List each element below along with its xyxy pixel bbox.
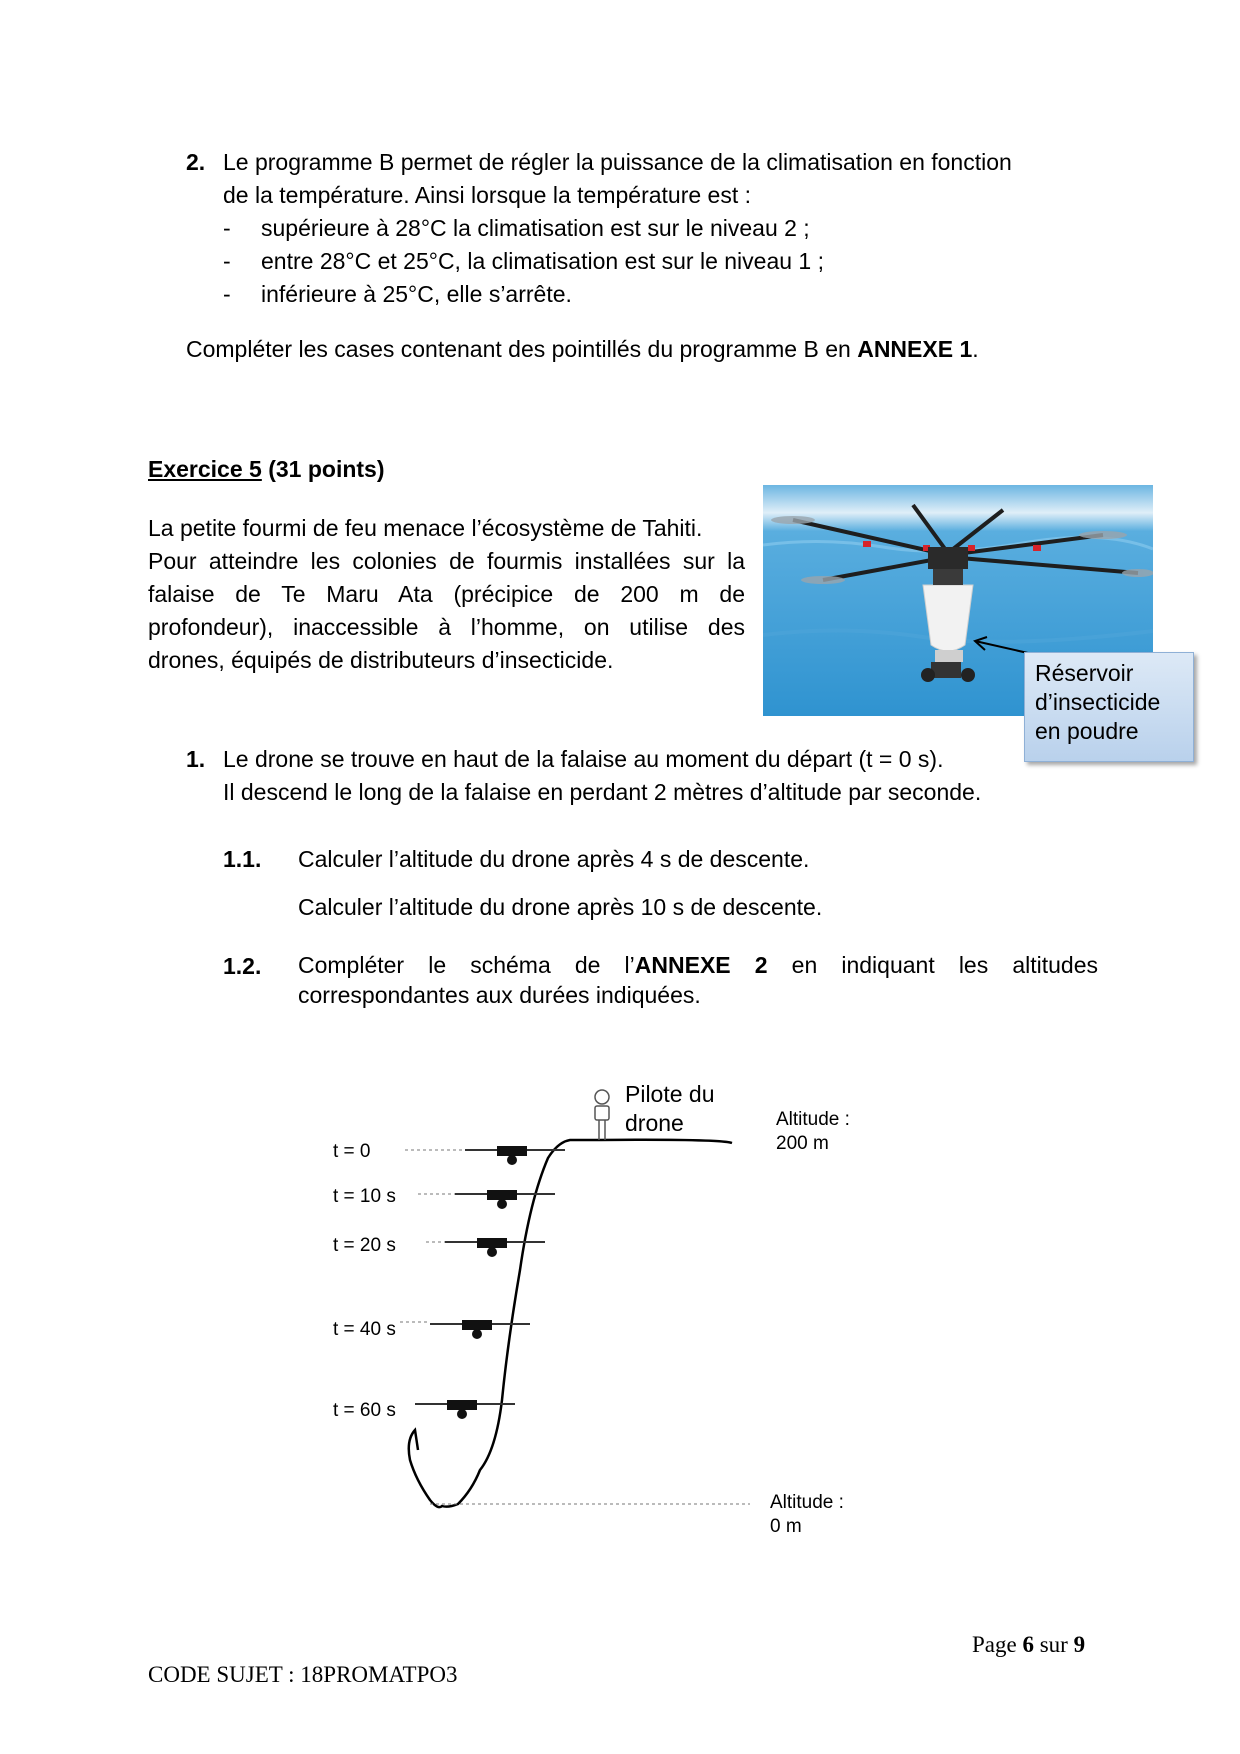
altitude-line: 200 m — [776, 1133, 829, 1154]
bottom-altitude-label — [770, 1491, 844, 1539]
time-label: t = 0 — [333, 1141, 371, 1162]
drone-icon — [430, 1320, 530, 1339]
question-number: 1. — [186, 746, 206, 772]
intro-line: drones, équipés de distributeurs d’insecticide. — [148, 647, 614, 673]
time-label: t = 10 s — [333, 1186, 396, 1207]
subquestion-part: Compléter le schéma de l’ — [298, 952, 635, 978]
intro-line: profondeur), inaccessible à l’homme, on utilise des — [148, 614, 745, 640]
exercise-number: Exercice 5 — [148, 456, 262, 482]
instruction-text: Compléter les cases contenant des pointillés du programme B en — [186, 336, 858, 362]
pilot-icon — [595, 1090, 609, 1140]
pilot-label-line: drone — [625, 1110, 684, 1136]
intro-line: La petite fourmi de feu menace l’écosystème de Tahiti. — [148, 515, 703, 541]
page-middle: sur — [1033, 1632, 1074, 1657]
photo-callout — [1024, 652, 1194, 762]
instruction-end: . — [972, 336, 979, 362]
annex-ref: ANNEXE 2 — [634, 952, 768, 978]
top-altitude-label — [776, 1108, 850, 1156]
instruction — [186, 333, 979, 366]
question-text: Il descend le long de la falaise en perdant 2 mètres d’altitude par seconde. — [223, 779, 982, 805]
subquestion-text: Calculer l’altitude du drone après 4 s de descente. — [298, 846, 810, 872]
pilot-label — [625, 1080, 715, 1138]
subquestion-part: en indiquant les altitudes — [767, 952, 1098, 978]
annex-ref: ANNEXE 1 — [857, 336, 973, 362]
question-number: 2. — [186, 149, 206, 175]
subject-code: CODE SUJET : 18PROMATPO3 — [148, 1662, 458, 1687]
drone-icon — [445, 1238, 545, 1257]
subquestion-number: 1.1. — [223, 846, 262, 872]
page-prefix: Page — [972, 1632, 1023, 1657]
bullet-mark: - — [223, 248, 231, 274]
altitude-line: Altitude : — [770, 1492, 844, 1513]
subquestion-line — [298, 950, 1098, 980]
bullet-mark: - — [223, 215, 231, 241]
callout-line: en poudre — [1035, 718, 1139, 744]
question-text: de la température. Ainsi lorsque la température est : — [223, 182, 752, 208]
subquestion-line: correspondantes aux durées indiquées. — [298, 982, 701, 1008]
intro-line: falaise de Te Maru Ata (précipice de 200 m de — [148, 581, 745, 607]
bullet-mark: - — [223, 281, 231, 307]
list-item: inférieure à 25°C, elle s’arrête. — [261, 281, 572, 307]
intro-line: Pour atteindre les colonies de fourmis installées sur la — [148, 548, 745, 574]
subquestion-text — [298, 950, 1098, 1010]
time-label: t = 20 s — [333, 1235, 396, 1256]
list-item: supérieure à 28°C la climatisation est sur le niveau 2 ; — [261, 215, 810, 241]
altitude-line: 0 m — [770, 1516, 802, 1537]
pilot-label-line: Pilote du — [625, 1081, 715, 1107]
drone-icon — [455, 1190, 555, 1209]
page-number — [972, 1630, 1085, 1660]
exercise-title — [148, 453, 385, 486]
guide-lines — [400, 1150, 750, 1504]
exercise-intro — [148, 512, 745, 677]
page-current: 6 — [1022, 1632, 1034, 1657]
time-label: t = 60 s — [333, 1400, 396, 1421]
callout-line: d’insecticide — [1035, 689, 1161, 715]
page-total: 9 — [1073, 1632, 1086, 1657]
time-label: t = 40 s — [333, 1319, 396, 1340]
subquestion-text: Calculer l’altitude du drone après 10 s de descente. — [298, 894, 823, 920]
altitude-line: Altitude : — [776, 1109, 850, 1130]
question-text: Le programme B permet de régler la puissance de la climatisation en fonction — [223, 149, 1012, 175]
subquestion-number: 1.2. — [223, 953, 262, 979]
question-text: Le drone se trouve en haut de la falaise au moment du départ (t = 0 s). — [223, 746, 944, 772]
list-item: entre 28°C et 25°C, la climatisation est sur le niveau 1 ; — [261, 248, 825, 274]
exercise-points: (31 points) — [261, 456, 385, 482]
callout-line: Réservoir — [1035, 660, 1134, 686]
